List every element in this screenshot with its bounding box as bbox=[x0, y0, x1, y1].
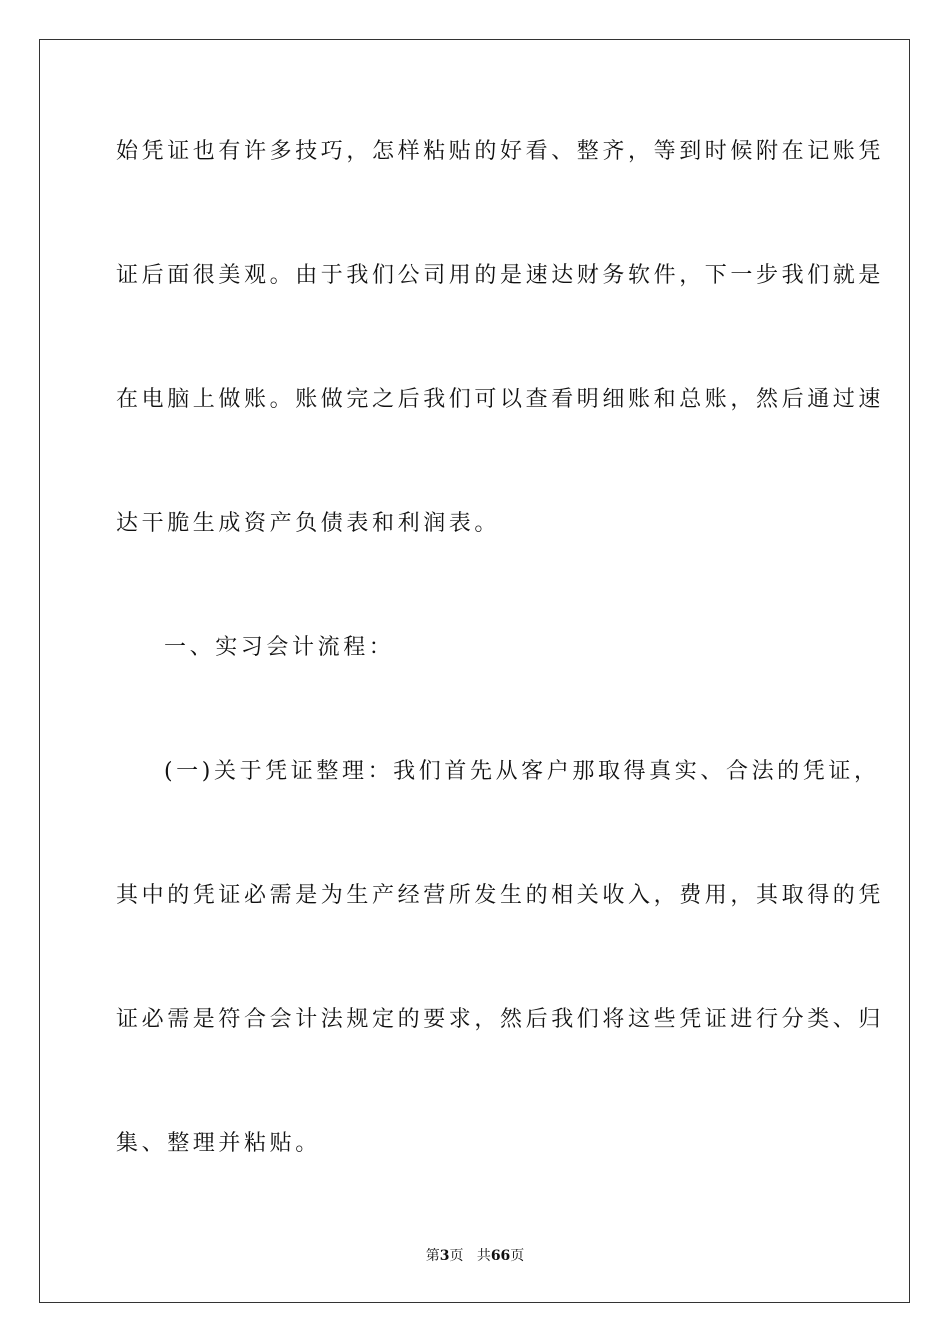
footer-page-label: 页 bbox=[449, 1248, 464, 1264]
page-footer bbox=[0, 1246, 950, 1266]
paragraph-line: 证后面很美观。由于我们公司用的是速达财务软件，下一步我们就是 bbox=[116, 263, 885, 288]
footer-total-prefix: 共 bbox=[476, 1248, 491, 1264]
page-border bbox=[39, 39, 910, 1303]
total-pages-number: 66 bbox=[490, 1248, 511, 1264]
current-page-number: 3 bbox=[439, 1248, 450, 1264]
paragraph-line: 在电脑上做账。账做完之后我们可以查看明细账和总账，然后通过速 bbox=[116, 387, 885, 412]
paragraph-line: 始凭证也有许多技巧，怎样粘贴的好看、整齐，等到时候附在记账凭 bbox=[116, 139, 885, 164]
footer-total-label: 页 bbox=[510, 1248, 525, 1264]
footer-prefix: 第 bbox=[425, 1248, 440, 1264]
paragraph-line: 达干脆生成资产负债表和利润表。 bbox=[116, 511, 501, 536]
paragraph-line: 其中的凭证必需是为生产经营所发生的相关收入，费用，其取得的凭 bbox=[116, 883, 885, 908]
paragraph-line: 集、整理并粘贴。 bbox=[116, 1131, 321, 1156]
paragraph-line: 证必需是符合会计法规定的要求，然后我们将这些凭证进行分类、归 bbox=[116, 1007, 885, 1032]
section-heading: 一、实习会计流程： bbox=[164, 635, 395, 660]
paragraph-line: (一)关于凭证整理：我们首先从客户那取得真实、合法的凭证， bbox=[164, 759, 880, 784]
